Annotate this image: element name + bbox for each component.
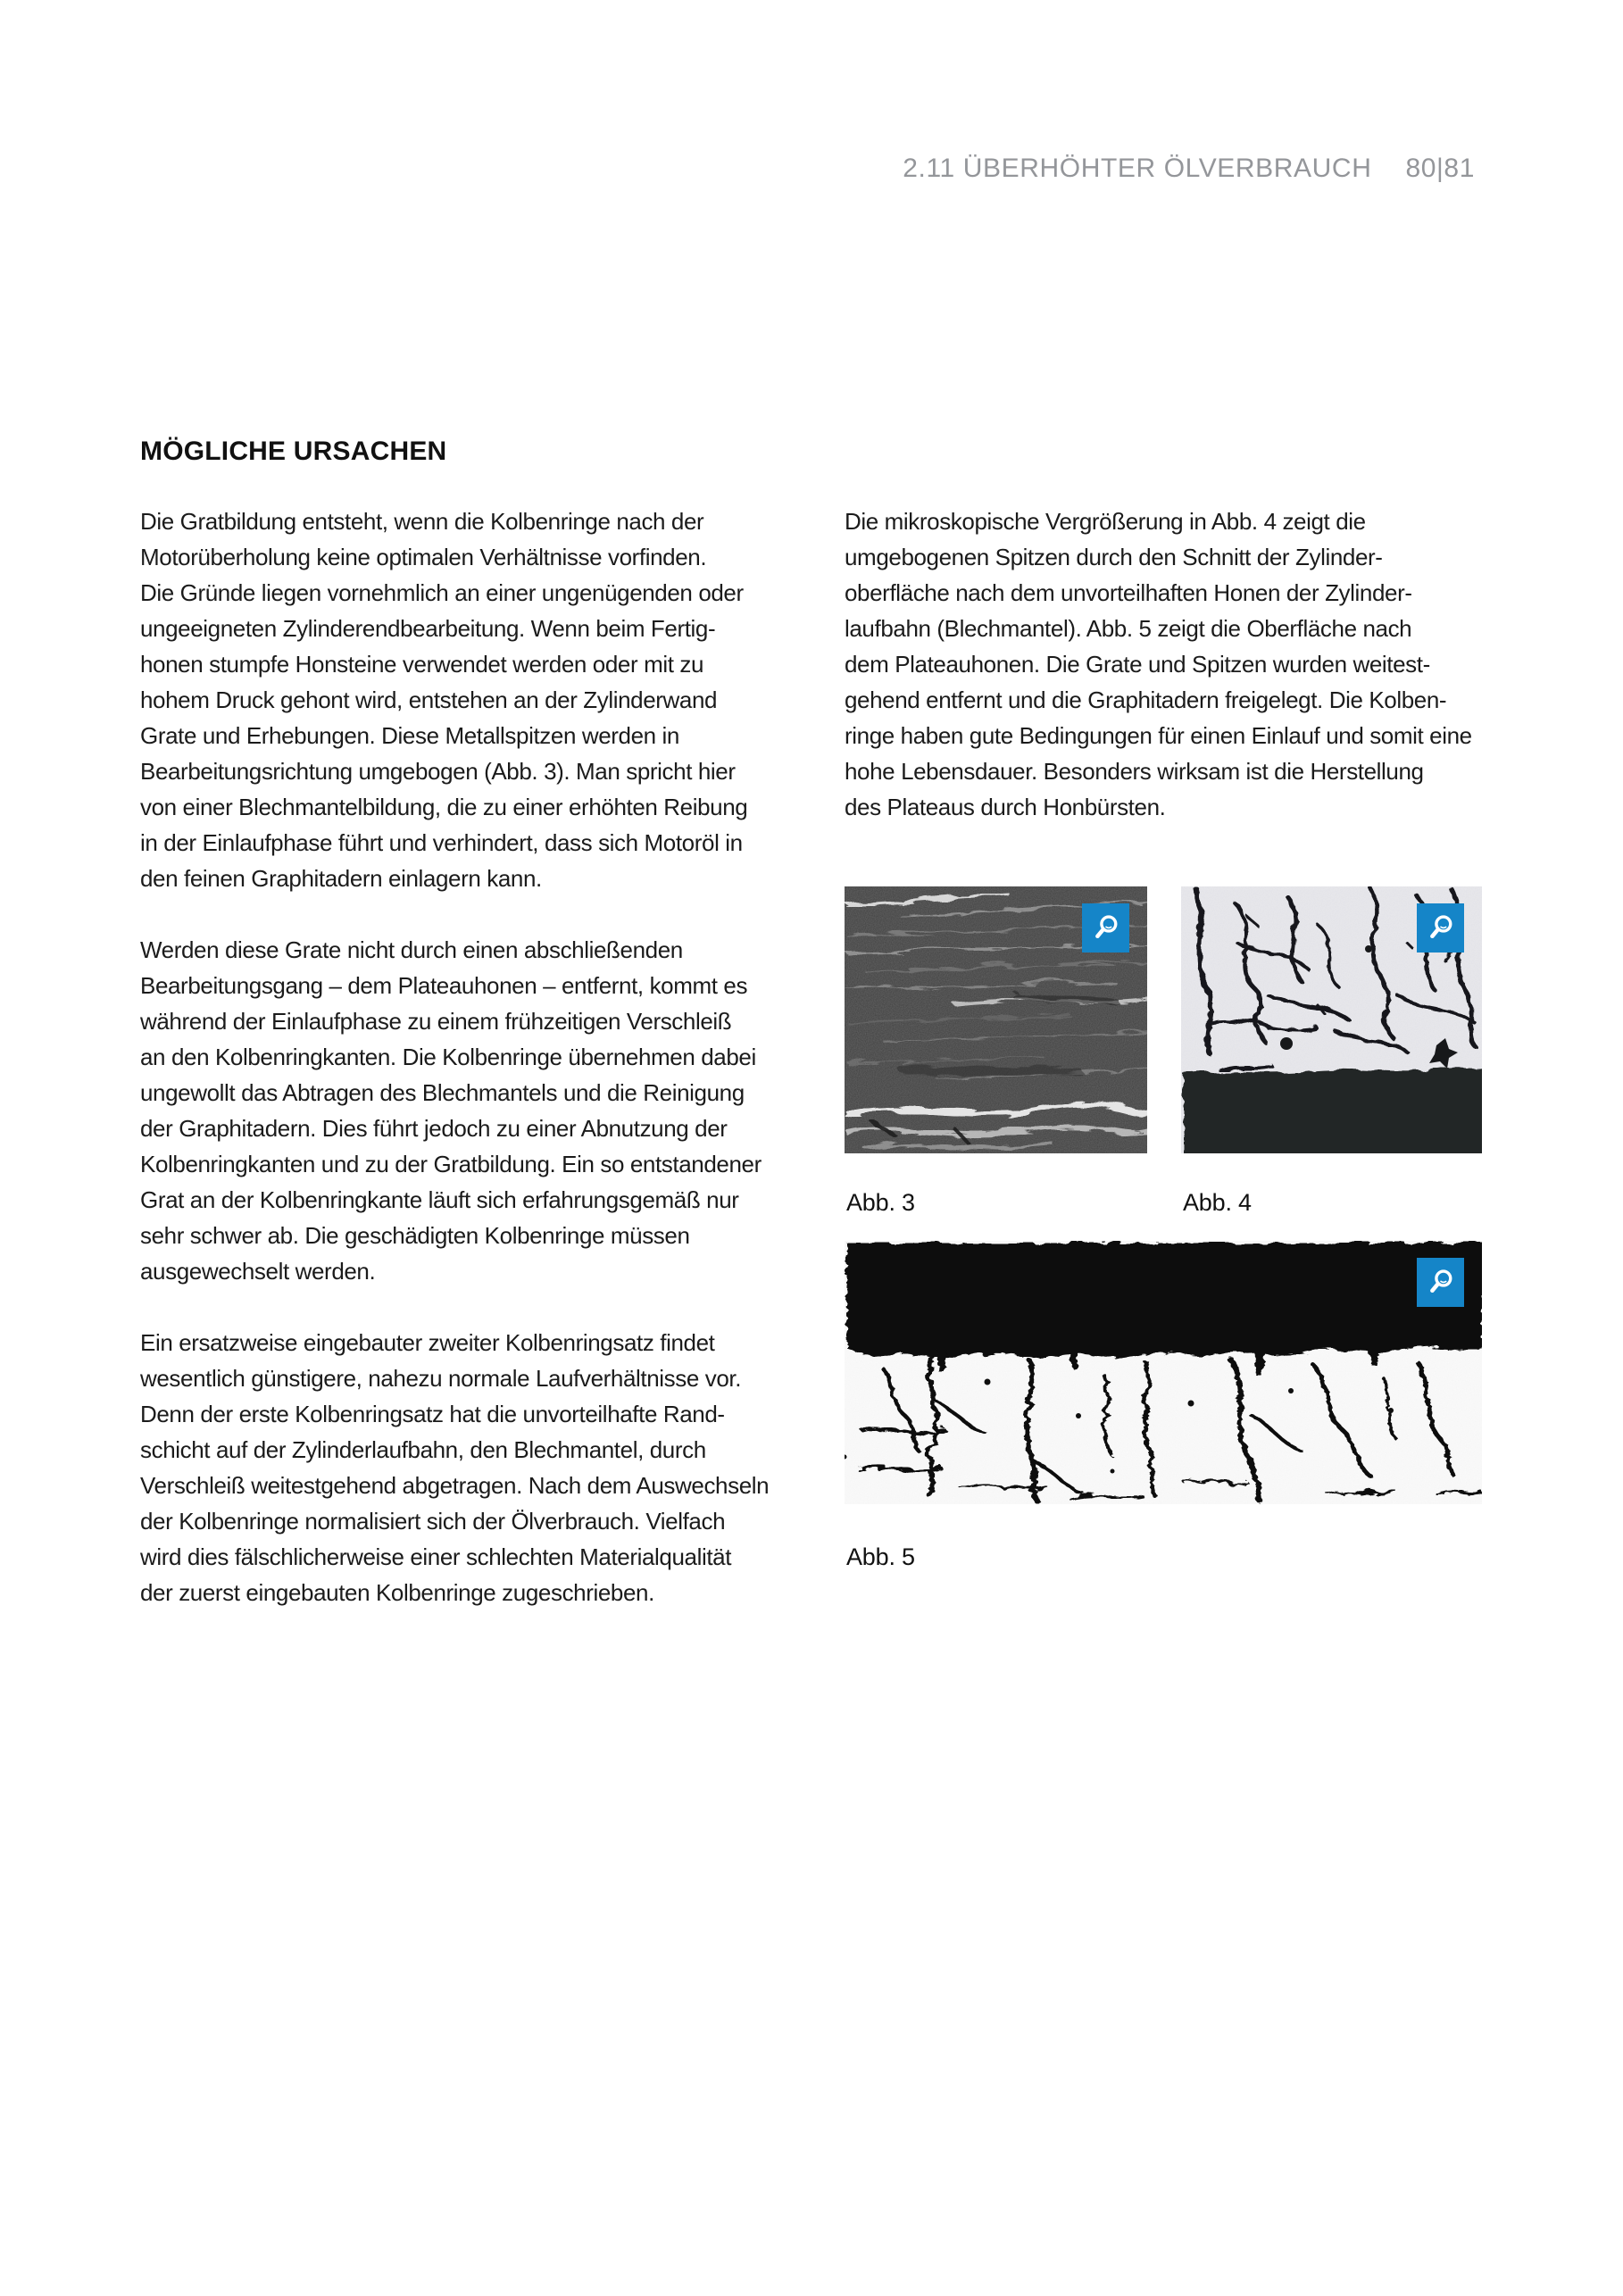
magnifier-icon (1426, 911, 1456, 945)
figure-abb4-zoom-button[interactable] (1417, 903, 1464, 953)
text-line: in der Einlaufphase führt und verhindert, dass sich Motoröl in (140, 829, 743, 856)
text-line: umgebogenen Spitzen durch den Schnitt der Zylinder- (845, 544, 1383, 570)
text-line: Kolbenringkanten und zu der Gratbildung. Ein so entstandener (140, 1151, 762, 1177)
page-numbers: 80|81 (1405, 154, 1475, 183)
text-line: Denn der erste Kolbenringsatz hat die unvorteilhafte Rand- (140, 1401, 725, 1427)
figure-abb5-caption: Abb. 5 (846, 1543, 915, 1570)
magnifier-icon (1091, 911, 1121, 945)
text-line: der Kolbenringe normalisiert sich der Ölverbrauch. Vielfach (140, 1508, 726, 1535)
figure-abb5-zoom-button[interactable] (1417, 1258, 1464, 1307)
text-line: während der Einlaufphase zu einem frühzeitigen Verschleiß (140, 1008, 732, 1035)
figure-abb4-caption: Abb. 4 (1183, 1189, 1252, 1216)
figure-abb4-image[interactable] (1181, 886, 1482, 1153)
text-line: ungewollt das Abtragen des Blechmantels und die Reinigung (140, 1079, 745, 1106)
text-line: der Graphitadern. Dies führt jedoch zu einer Abnutzung der (140, 1115, 728, 1142)
chapter-title: 2.11 ÜBERHÖHTER ÖLVERBRAUCH (903, 154, 1372, 183)
text-line: oberfläche nach dem unvorteilhaften Honen der Zylinder- (845, 579, 1412, 606)
text-line: sehr schwer ab. Die geschädigten Kolbenringe müssen (140, 1222, 690, 1249)
text-line: an den Kolbenringkanten. Die Kolbenringe übernehmen dabei (140, 1044, 756, 1070)
text-line: honen stumpfe Honsteine verwendet werden oder mit zu (140, 651, 704, 678)
paragraph (845, 503, 1532, 825)
text-line: ringe haben gute Bedingungen für einen Einlauf und somit eine (845, 722, 1472, 749)
text-line: Werden diese Grate nicht durch einen abschließenden (140, 936, 683, 963)
section-heading: MÖGLICHE URSACHEN (140, 437, 447, 466)
text-line: wird dies fälschlicherweise einer schlechten Materialqualität (140, 1543, 732, 1570)
text-line: Grat an der Kolbenringkante läuft sich erfahrungsgemäß nur (140, 1186, 739, 1213)
right-column (845, 503, 1532, 861)
running-header (0, 154, 1475, 184)
text-line: Bearbeitungsrichtung umgebogen (Abb. 3). Man spricht hier (140, 758, 736, 785)
text-line: wesentlich günstigere, nahezu normale Laufverhältnisse vor. (140, 1365, 742, 1392)
magnifier-icon (1426, 1266, 1456, 1300)
text-line: Die mikroskopische Vergrößerung in Abb. 4 zeigt die (845, 508, 1366, 535)
text-line: Grate und Erhebungen. Diese Metallspitzen werden in (140, 722, 679, 749)
text-line: laufbahn (Blechmantel). Abb. 5 zeigt die Oberfläche nach (845, 615, 1412, 642)
paragraph (140, 503, 828, 896)
text-line: von einer Blechmantelbildung, die zu einer erhöhten Reibung (140, 794, 748, 820)
text-line: Bearbeitungsgang – dem Plateauhonen – entfernt, kommt es (140, 972, 748, 999)
text-line: Motorüberholung keine optimalen Verhältnisse vorfinden. (140, 544, 707, 570)
figure-abb5-image[interactable] (845, 1241, 1482, 1504)
text-line: Verschleiß weitestgehend abgetragen. Nach dem Auswechseln (140, 1472, 770, 1499)
left-column (140, 503, 828, 1646)
text-line: hohem Druck gehont wird, entstehen an der Zylinderwand (140, 686, 718, 713)
text-line: des Plateaus durch Honbürsten. (845, 794, 1166, 820)
figure-abb3-zoom-button[interactable] (1082, 903, 1129, 953)
text-line: Die Gratbildung entsteht, wenn die Kolbenringe nach der (140, 508, 704, 535)
text-line: der zuerst eingebauten Kolbenringe zugeschrieben. (140, 1579, 654, 1606)
text-line: dem Plateauhonen. Die Grate und Spitzen wurden weitest- (845, 651, 1430, 678)
text-line: schicht auf der Zylinderlaufbahn, den Blechmantel, durch (140, 1436, 706, 1463)
paragraph (140, 1325, 828, 1610)
text-line: ungeeigneten Zylinderendbearbeitung. Wenn beim Fertig- (140, 615, 716, 642)
text-line: ausgewechselt werden. (140, 1258, 376, 1285)
text-line: den feinen Graphitadern einlagern kann. (140, 865, 542, 892)
text-line: hohe Lebensdauer. Besonders wirksam ist die Herstellung (845, 758, 1424, 785)
paragraph (140, 932, 828, 1289)
figure-abb3-caption: Abb. 3 (846, 1189, 915, 1216)
text-line: gehend entfernt und die Graphitadern freigelegt. Die Kolben- (845, 686, 1447, 713)
figure-abb3-image[interactable] (845, 886, 1147, 1153)
text-line: Ein ersatzweise eingebauter zweiter Kolbenringsatz findet (140, 1329, 715, 1356)
text-line: Die Gründe liegen vornehmlich an einer ungenügenden oder (140, 579, 744, 606)
